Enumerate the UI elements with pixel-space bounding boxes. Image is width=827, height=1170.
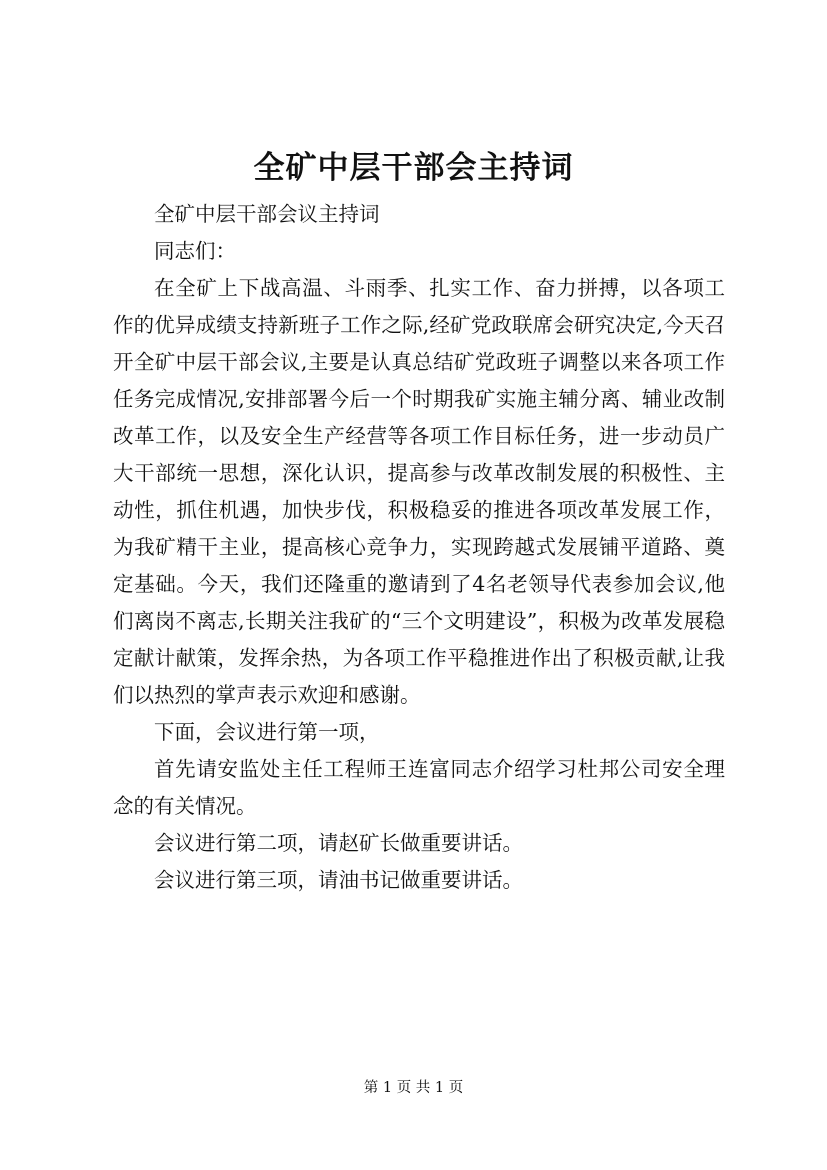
paragraph-item-two: 会议进行第二项，请赵矿长做重要讲话。: [154, 831, 523, 855]
paragraph-opening: 在全矿上下战高温、斗雨季、扎实工作、奋力拼搏，以各项工作的优异成绩支持新班子工作之际,经矿党政联席会研究决定,今天召开全矿中层干部会议,主要是认真总结矿党政班子调整以来各项工作任务完成情况,安排部署今后一个时期我矿实施主辅分离、辅业改制改革工作，以及安全生产经营等各项工作目标任务，进一步动员广大干部统一思想，深化认识，提高参与改革改制发展的积极性、主动性，抓住机遇，加快步伐，积极稳妥的推进各项改革发展工作，为我矿精干主业，提高核心竞争力，实现跨越式发展铺平道路、奠定基础。今天，我们还隆重的邀请到了4名老领导代表参加会议,他们离岗不离志,长期关注我矿的“三个文明建设”，积极为改革发展稳定献计献策，发挥余热，为各项工作平稳推进作出了积极贡献,让我们以热烈的掌声表示欢迎和感谢。: [113, 276, 725, 707]
paragraph-item-three: 会议进行第三项，请油书记做重要讲话。: [154, 868, 523, 892]
paragraph-item-one: 首先请安监处主任工程师王连富同志介绍学习杜邦公司安全理念的有关情况。: [113, 757, 725, 818]
paragraph-item-one-intro: 下面，会议进行第一项，: [154, 720, 380, 744]
page-footer: 第 1 页 共 1 页: [363, 1080, 464, 1096]
document-body: [113, 196, 725, 899]
paragraph-greeting: 同志们：: [154, 239, 236, 263]
paragraph-subtitle: 全矿中层干部会议主持词: [154, 202, 380, 226]
document-title: 全矿中层干部会主持词: [253, 150, 574, 186]
